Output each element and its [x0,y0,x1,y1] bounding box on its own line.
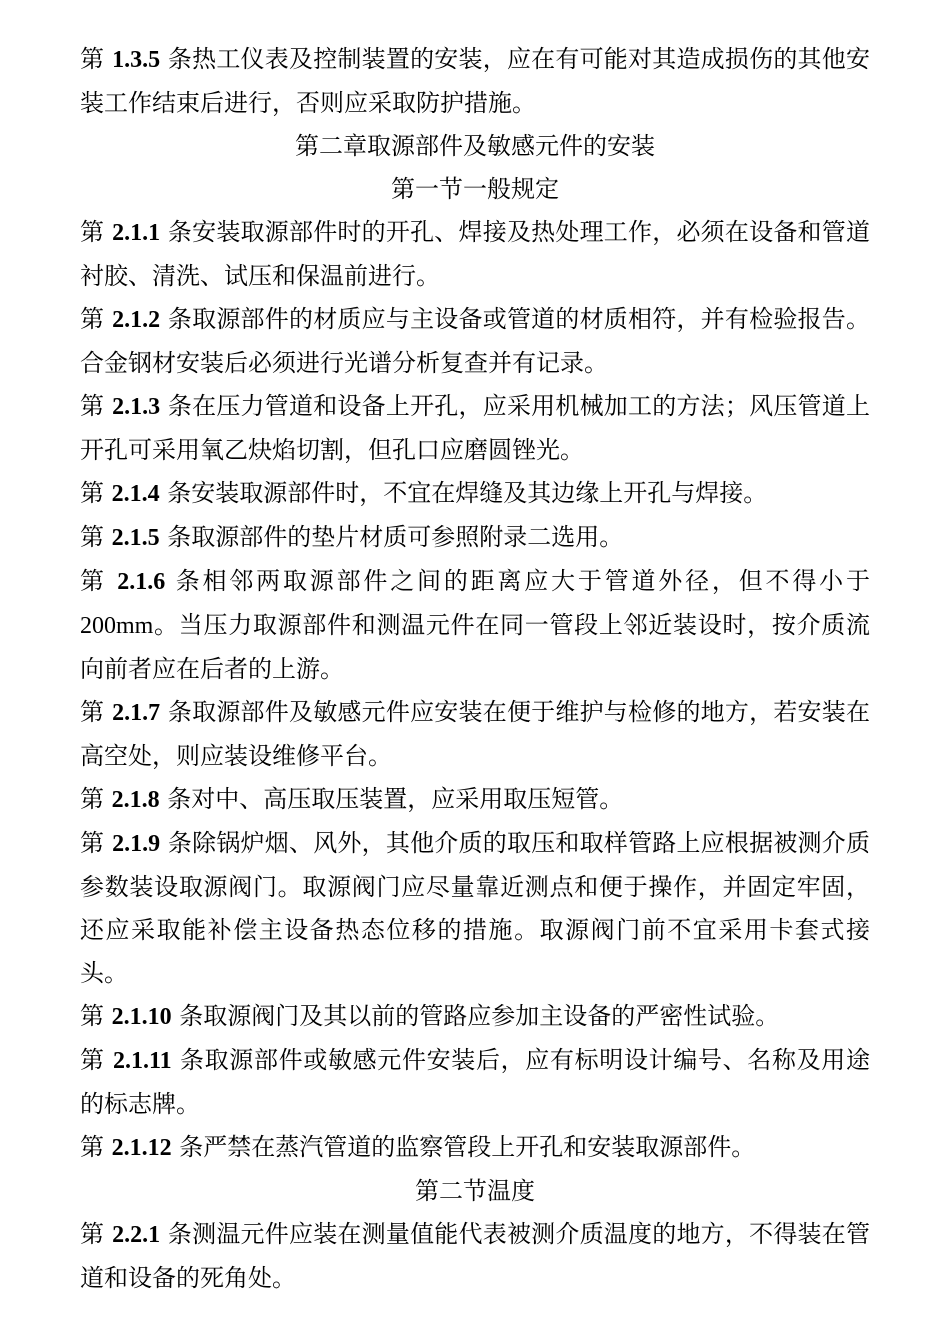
clause-2-1-6 [80,560,870,691]
clause-number: 2.1.1 [112,220,161,246]
clause-number: 2.1.2 [112,307,161,333]
clause-number: 2.1.4 [111,481,160,507]
clause-2-2-1 [80,1213,870,1300]
clause-text: 条取源部件的材质应与主设备或管道的材质相符，并有检验报告。合金钢材安装后必须进行光谱分析复查并有记录。 [80,305,870,377]
clause-prefix: 第 [80,45,113,73]
clause-number: 2.1.9 [112,831,161,857]
clause-prefix: 第 [80,305,113,333]
clause-prefix: 第 [80,1220,113,1248]
clause-prefix: 第 [80,1002,112,1030]
section-heading-temperature: 第二节温度 [415,1177,535,1205]
clause-prefix: 第 [80,1046,113,1074]
clause-number: 2.1.6 [117,569,166,595]
clause-number: 2.2.1 [112,1222,161,1248]
clause-prefix: 第 [80,479,112,507]
clause-prefix: 第 [80,523,112,551]
clause-2-1-12 [80,1126,870,1170]
clause-2-1-7 [80,691,870,778]
clause-text: 条除锅炉烟、风外，其他介质的取压和取样管路上应根据被测介质参数装设取源阀门。取源阀门应尽量靠近测点和便于操作，并固定牢固，还应采取能补偿主设备热态位移的措施。取源阀门前不宜采用卡套式接头。 [80,829,870,987]
clause-text: 条严禁在蒸汽管道的监察管段上开孔和安装取源部件。 [171,1133,756,1161]
clause-number: 2.1.12 [111,1135,172,1161]
clause-prefix: 第 [80,567,118,595]
clause-2-1-1 [80,211,870,298]
clause-text: 条取源部件及敏感元件应安装在便于维护与检修的地方，若安装在高空处，则应装设维修平台。 [80,698,870,770]
chapter-heading: 第二章取源部件及敏感元件的安装 [295,132,655,160]
clause-prefix: 第 [80,218,113,246]
clause-number: 2.1.5 [111,525,160,551]
clause-number: 1.3.5 [112,47,161,73]
clause-2-1-5 [80,516,870,560]
clause-number: 2.1.8 [111,787,160,813]
clause-text: 条在压力管道和设备上开孔，应采用机械加工的方法；风压管道上开孔可采用氧乙炔焰切割，但孔口应磨圆锉光。 [80,392,870,464]
clause-2-1-9 [80,822,870,995]
clause-2-1-8 [80,778,870,822]
document-page [80,38,870,1300]
clause-prefix: 第 [80,829,113,857]
clause-text: 条安装取源部件时，不宜在焊缝及其边缘上开孔与焊接。 [159,479,768,507]
clause-text: 条相邻两取源部件之间的距离应大于管道外径，但不得小于 [165,567,870,595]
section-heading-general: 第一节一般规定 [391,175,559,203]
clause-2-1-2 [80,298,870,385]
clause-text: 条热工仪表及控制装置的安装，应在有可能对其造成损伤的其他安装工作结束后进行，否则应采取防护措施。 [80,45,870,117]
clause-text-tail: 。当压力取源部件和测温元件在同一管段上邻近装设时，按介质流向前者应在后者的上游。 [80,611,870,683]
clause-text: 条取源部件的垫片材质可参照附录二选用。 [159,523,624,551]
clause-number: 2.1.7 [112,700,161,726]
clause-number: 2.1.3 [112,394,161,420]
clause-number: 2.1.10 [111,1004,172,1030]
clause-1-3-5 [80,38,870,125]
clause-2-1-4 [80,472,870,516]
clause-2-1-11 [80,1039,870,1126]
clause-text: 条安装取源部件时的开孔、焊接及热处理工作，必须在设备和管道衬胶、清洗、试压和保温前进行。 [80,218,870,290]
clause-prefix: 第 [80,698,113,726]
clause-prefix: 第 [80,392,113,420]
clause-2-1-10 [80,995,870,1039]
clause-2-1-3 [80,385,870,472]
clause-text: 条对中、高压取压装置，应采用取压短管。 [159,785,624,813]
clause-text: 条取源部件或敏感元件安装后，应有标明设计编号、名称及用途的标志牌。 [80,1046,870,1118]
clause-unit: 200mm [80,613,154,639]
clause-text: 条测温元件应装在测量值能代表被测介质温度的地方，不得装在管道和设备的死角处。 [80,1220,870,1292]
clause-number: 2.1.11 [112,1048,172,1074]
clause-text: 条取源阀门及其以前的管路应参加主设备的严密性试验。 [171,1002,780,1030]
clause-prefix: 第 [80,785,112,813]
clause-prefix: 第 [80,1133,112,1161]
